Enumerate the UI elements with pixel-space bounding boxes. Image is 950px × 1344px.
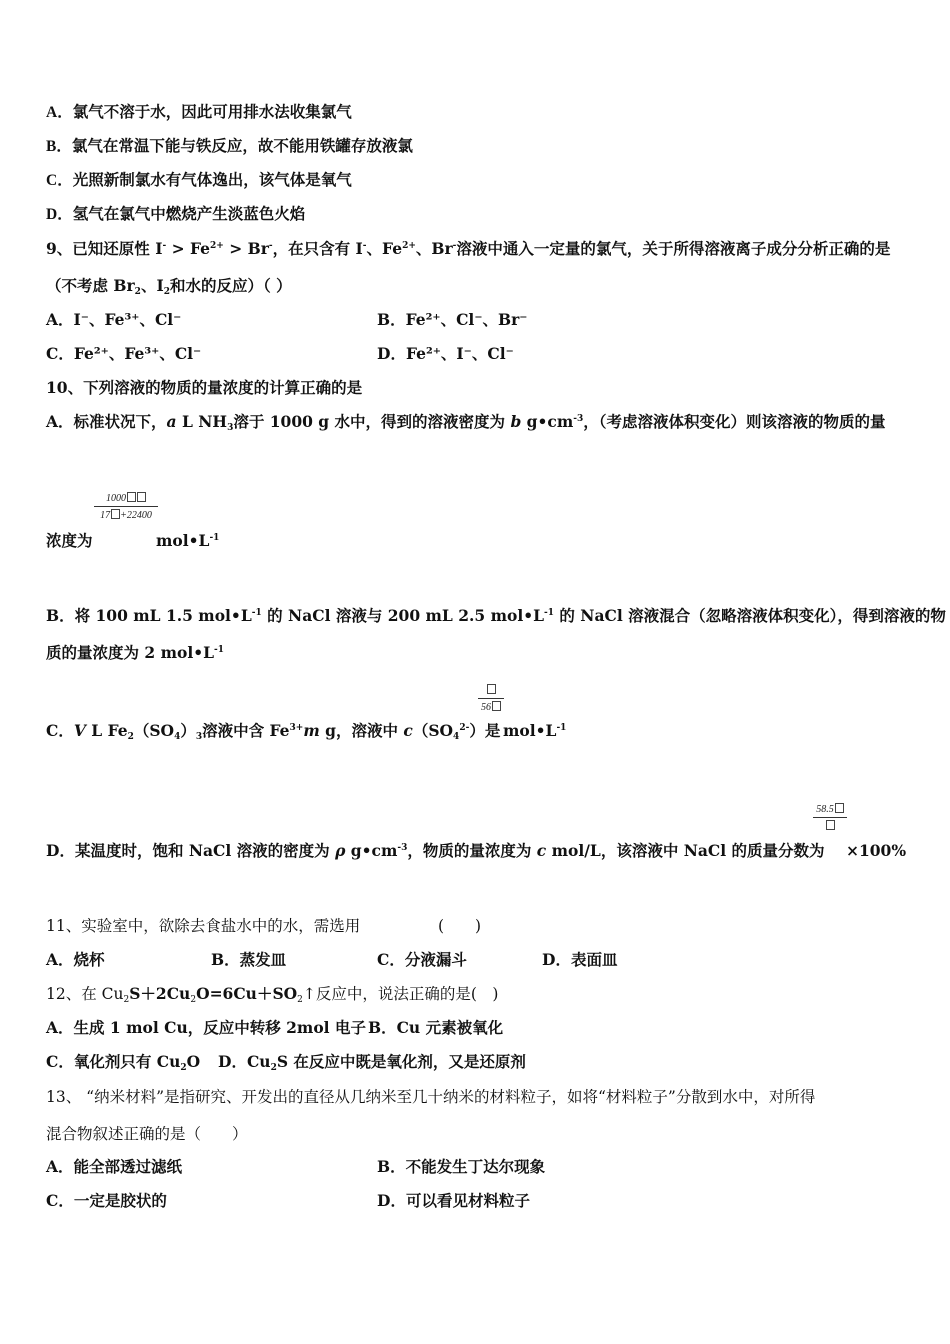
q12-sub: 2: [190, 995, 197, 1005]
q10-c-sup: -1: [556, 723, 567, 733]
q10-d-part: g•cm: [345, 841, 398, 860]
q8-option-d-text: 氢气在氯气中燃烧产生淡蓝色火焰: [72, 204, 306, 223]
q10-a-sub: 3: [227, 423, 234, 433]
q12-stem-part: S＋2Cu: [129, 984, 191, 1003]
q10-option-b-line2: [46, 643, 224, 663]
q9-stem-part: ，在只含有 I: [272, 239, 363, 258]
q10-d-part: mol/L，该溶液中 NaCl 的质量分数为: [546, 841, 825, 860]
q11-option-a: A．烧杯: [46, 950, 105, 969]
q10-d-frac-num-text: 58.5: [816, 804, 834, 815]
fraction-bar: [478, 698, 504, 699]
q10-a-part: ，（考虑溶液体积变化）则该溶液的物质的量: [583, 412, 886, 431]
q10-option-a-line1: [46, 412, 886, 432]
q10-c-part: ）: [180, 721, 196, 740]
q9-stem-line1: [46, 239, 890, 259]
q12-d-part: S 在反应中既是氧化剂，又是还原剂: [276, 1052, 526, 1071]
q10-b-sup: -1: [214, 645, 225, 655]
q12-option-b: B．Cu 元素被氧化: [368, 1018, 504, 1037]
q9-stem-part: 和水的反应）（ ）: [169, 276, 292, 295]
missing-glyph-icon: [835, 803, 844, 813]
q10-c-frac-denominator: [478, 701, 504, 713]
q10-a-part: A．标准状况下，: [46, 412, 167, 431]
q10-c-part: ）是: [469, 721, 501, 740]
q9-stem-part: > Br: [223, 239, 269, 258]
q8-option-c-text: 光照新制氯水有气体逸出，该气体是氧气: [72, 170, 352, 189]
q10-a-part: 溶于 1000 g 水中，得到的溶液密度为: [233, 412, 511, 431]
q9-stem-part: > Fe: [166, 239, 211, 258]
q9-sup: -: [268, 241, 273, 251]
q10-a-part: 浓度为: [46, 531, 93, 550]
missing-glyph-icon: [111, 509, 120, 519]
q9-stem-line2: [46, 276, 292, 296]
q10-d-frac-denominator: [813, 820, 847, 832]
q13-option-c: C．一定是胶状的: [46, 1191, 167, 1210]
q10-d-var: ρ: [335, 841, 346, 860]
q13-options-row1: [46, 1157, 546, 1177]
q10-option-a-fraction: [94, 492, 158, 521]
q12-stem-part: ↑反应中，说法正确的是( ): [302, 985, 499, 1003]
q11-answer-paren: ( ): [438, 917, 482, 935]
q9-stem-part: 、Br: [415, 239, 453, 258]
q12-options-row1: [46, 1018, 504, 1038]
q9-sup: -: [162, 241, 167, 251]
q10-c-sub: 4: [174, 732, 181, 742]
q10-d-frac-numerator: [813, 803, 847, 815]
q10-a-var: a: [166, 412, 177, 431]
q10-a-sup: -1: [209, 533, 220, 543]
q10-b-part: 的 NaCl 溶液混合（忽略溶液体积变化），得到溶液的物: [554, 606, 946, 625]
q10-c-unit: [503, 721, 566, 741]
q8-option-b: [46, 136, 413, 157]
q11-stem: [46, 916, 482, 936]
q10-c-part: L Fe: [85, 721, 128, 740]
q11-stem-text: 11、实验室中，欲除去食盐水中的水，需选用: [46, 917, 361, 935]
q9-option-a: A．I⁻、Fe³⁺、Cl⁻: [46, 310, 182, 329]
q12-sub: 2: [297, 995, 303, 1005]
q10-b-part: 质的量浓度为 2 mol•L: [46, 643, 215, 662]
q9-sup: 2+: [402, 241, 416, 251]
q10-option-d: [46, 841, 907, 861]
fraction-bar: [94, 506, 158, 507]
q12-c-part: O: [186, 1052, 201, 1071]
q9-stem-part: 已知还原性 I: [72, 239, 163, 258]
q8-option-d: [46, 204, 305, 225]
q13-option-b: B．不能发生丁达尔现象: [377, 1157, 546, 1176]
q10-c-frac-den-text: 56: [481, 702, 491, 713]
q9-stem-part: 、I: [140, 276, 164, 295]
q9-options-row1: [46, 310, 528, 330]
q11-option-b: B．蒸发皿: [211, 950, 287, 969]
q10-a-frac-num-text: 1000: [106, 493, 126, 504]
q8-option-a: [46, 102, 352, 123]
q9-number: 9、: [46, 239, 73, 258]
q10-option-c: [46, 721, 567, 742]
q10-option-a-line2: [46, 531, 220, 551]
q10-c-var: m: [303, 721, 320, 740]
q12-sub: 2: [180, 1063, 187, 1073]
q11-option-d: D．表面皿: [542, 950, 618, 969]
q10-a-part: g•cm: [521, 412, 574, 431]
q8-option-d-label: D．: [46, 206, 73, 223]
q10-a-frac-numerator: [94, 492, 158, 504]
q12-option-a: A．生成 1 mol Cu，反应中转移 2mol 电子: [46, 1018, 366, 1037]
q13-stem-line1: 13、 “纳米材料”是指研究、开发出的直径从几纳米至几十纳米的材料粒子，如将“材料粒子”分散到水中，对所得: [46, 1088, 816, 1106]
q10-c-part: 溶液中含 Fe: [202, 721, 290, 740]
q8-option-b-label: B．: [46, 138, 72, 155]
q10-c-sub: 2: [127, 732, 134, 742]
q10-a-frac-den-text: 17: [100, 510, 111, 521]
q12-sub: 2: [123, 995, 130, 1005]
q10-a-frac-denominator: [94, 509, 158, 521]
fraction-bar: [813, 817, 847, 818]
q13-option-a: A．能全部透过滤纸: [46, 1157, 183, 1176]
q10-d-sup: -3: [397, 843, 408, 853]
missing-glyph-icon: [487, 684, 496, 694]
q9-stem-part: （不考虑 Br: [46, 276, 135, 295]
q10-option-b-line1: [46, 606, 946, 626]
q10-c-part: C．: [46, 721, 74, 740]
q10-b-part: 的 NaCl 溶液与 200 mL 2.5 mol•L: [261, 606, 545, 625]
q10-a-frac-den-text2: +22400: [120, 510, 152, 521]
q12-option-d: [218, 1052, 526, 1072]
missing-glyph-icon: [826, 820, 835, 830]
q9-option-d: D．Fe²⁺、I⁻、Cl⁻: [377, 344, 514, 363]
q10-a-var: b: [510, 412, 522, 431]
q12-c-part: C．氧化剂只有 Cu: [46, 1052, 181, 1071]
q9-option-b: B．Fe²⁺、Cl⁻、Br⁻: [377, 310, 528, 329]
q10-d-percent: ×100%: [846, 841, 907, 860]
q10-a-unit-text: mol•L: [156, 531, 210, 550]
q9-stem-part: 、Fe: [366, 239, 403, 258]
q10-option-c-fraction: [478, 684, 504, 713]
q12-stem: [46, 984, 498, 1004]
q9-sub: 2: [163, 287, 170, 297]
q9-option-c: C．Fe²⁺、Fe³⁺、Cl⁻: [46, 344, 202, 363]
q12-d-part: D．Cu: [218, 1052, 271, 1071]
q10-a-sup: -3: [573, 414, 584, 424]
q13-option-d: D．可以看见材料粒子: [377, 1191, 530, 1210]
q12-stem-part: 12、在 Cu: [46, 985, 124, 1003]
q8-option-b-text: 氯气在常温下能与铁反应，故不能用铁罐存放液氯: [71, 136, 413, 155]
q10-c-frac-numerator: [478, 684, 504, 696]
q13-stem-line2: 混合物叙述正确的是（ ）: [46, 1125, 248, 1143]
q9-sub: 2: [134, 287, 141, 297]
q10-c-part: （SO: [133, 721, 175, 740]
q13-options-row2: [46, 1191, 530, 1211]
q8-option-c-label: C．: [46, 172, 73, 189]
q10-stem: 10、下列溶液的物质的量浓度的计算正确的是: [46, 378, 363, 397]
missing-glyph-icon: [127, 492, 136, 502]
q8-option-a-label: A．: [46, 104, 73, 121]
q10-c-part: （SO: [412, 721, 454, 740]
q10-b-part: B．将 100 mL 1.5 mol•L: [46, 606, 252, 625]
missing-glyph-icon: [492, 701, 501, 711]
q12-options-row2: [46, 1052, 526, 1073]
q10-c-part: g，溶液中: [319, 721, 404, 740]
q10-c-var: c: [403, 721, 413, 740]
q10-c-sup: 3+: [289, 723, 304, 733]
q11-option-c: C．分液漏斗: [377, 950, 467, 969]
missing-glyph-icon: [137, 492, 146, 502]
q12-stem-part: O=6Cu＋SO: [196, 984, 298, 1003]
q9-sup: 2+: [210, 241, 224, 251]
q10-d-part: D．某温度时，饱和 NaCl 溶液的密度为: [46, 841, 336, 860]
q8-option-a-text: 氯气不溶于水，因此可用排水法收集氯气: [72, 102, 352, 121]
q9-sup: -: [362, 241, 367, 251]
q12-option-c: [46, 1052, 200, 1071]
q9-options-row2: [46, 344, 514, 364]
q9-stem-part: 溶液中通入一定量的氯气，关于所得溶液离子成分分析正确的是: [456, 239, 891, 258]
q10-d-part: ，物质的量浓度为: [407, 841, 537, 860]
q10-c-sup: 2-: [459, 723, 470, 733]
q8-option-c: [46, 170, 352, 191]
q10-c-var: V: [73, 721, 86, 740]
q10-b-sup: -1: [544, 608, 555, 618]
q10-a-part: L NH: [176, 412, 228, 431]
q10-b-sup: -1: [251, 608, 262, 618]
q10-d-var: c: [536, 841, 547, 860]
q10-c-sub: 4: [453, 732, 460, 742]
q9-sup: -: [452, 241, 457, 251]
q10-a-unit: [156, 531, 219, 551]
q10-c-unit-text: mol•L: [503, 721, 557, 740]
q12-sub: 2: [270, 1063, 277, 1073]
q10-c-sub: 3: [195, 732, 203, 742]
q10-option-d-fraction: [813, 803, 847, 832]
